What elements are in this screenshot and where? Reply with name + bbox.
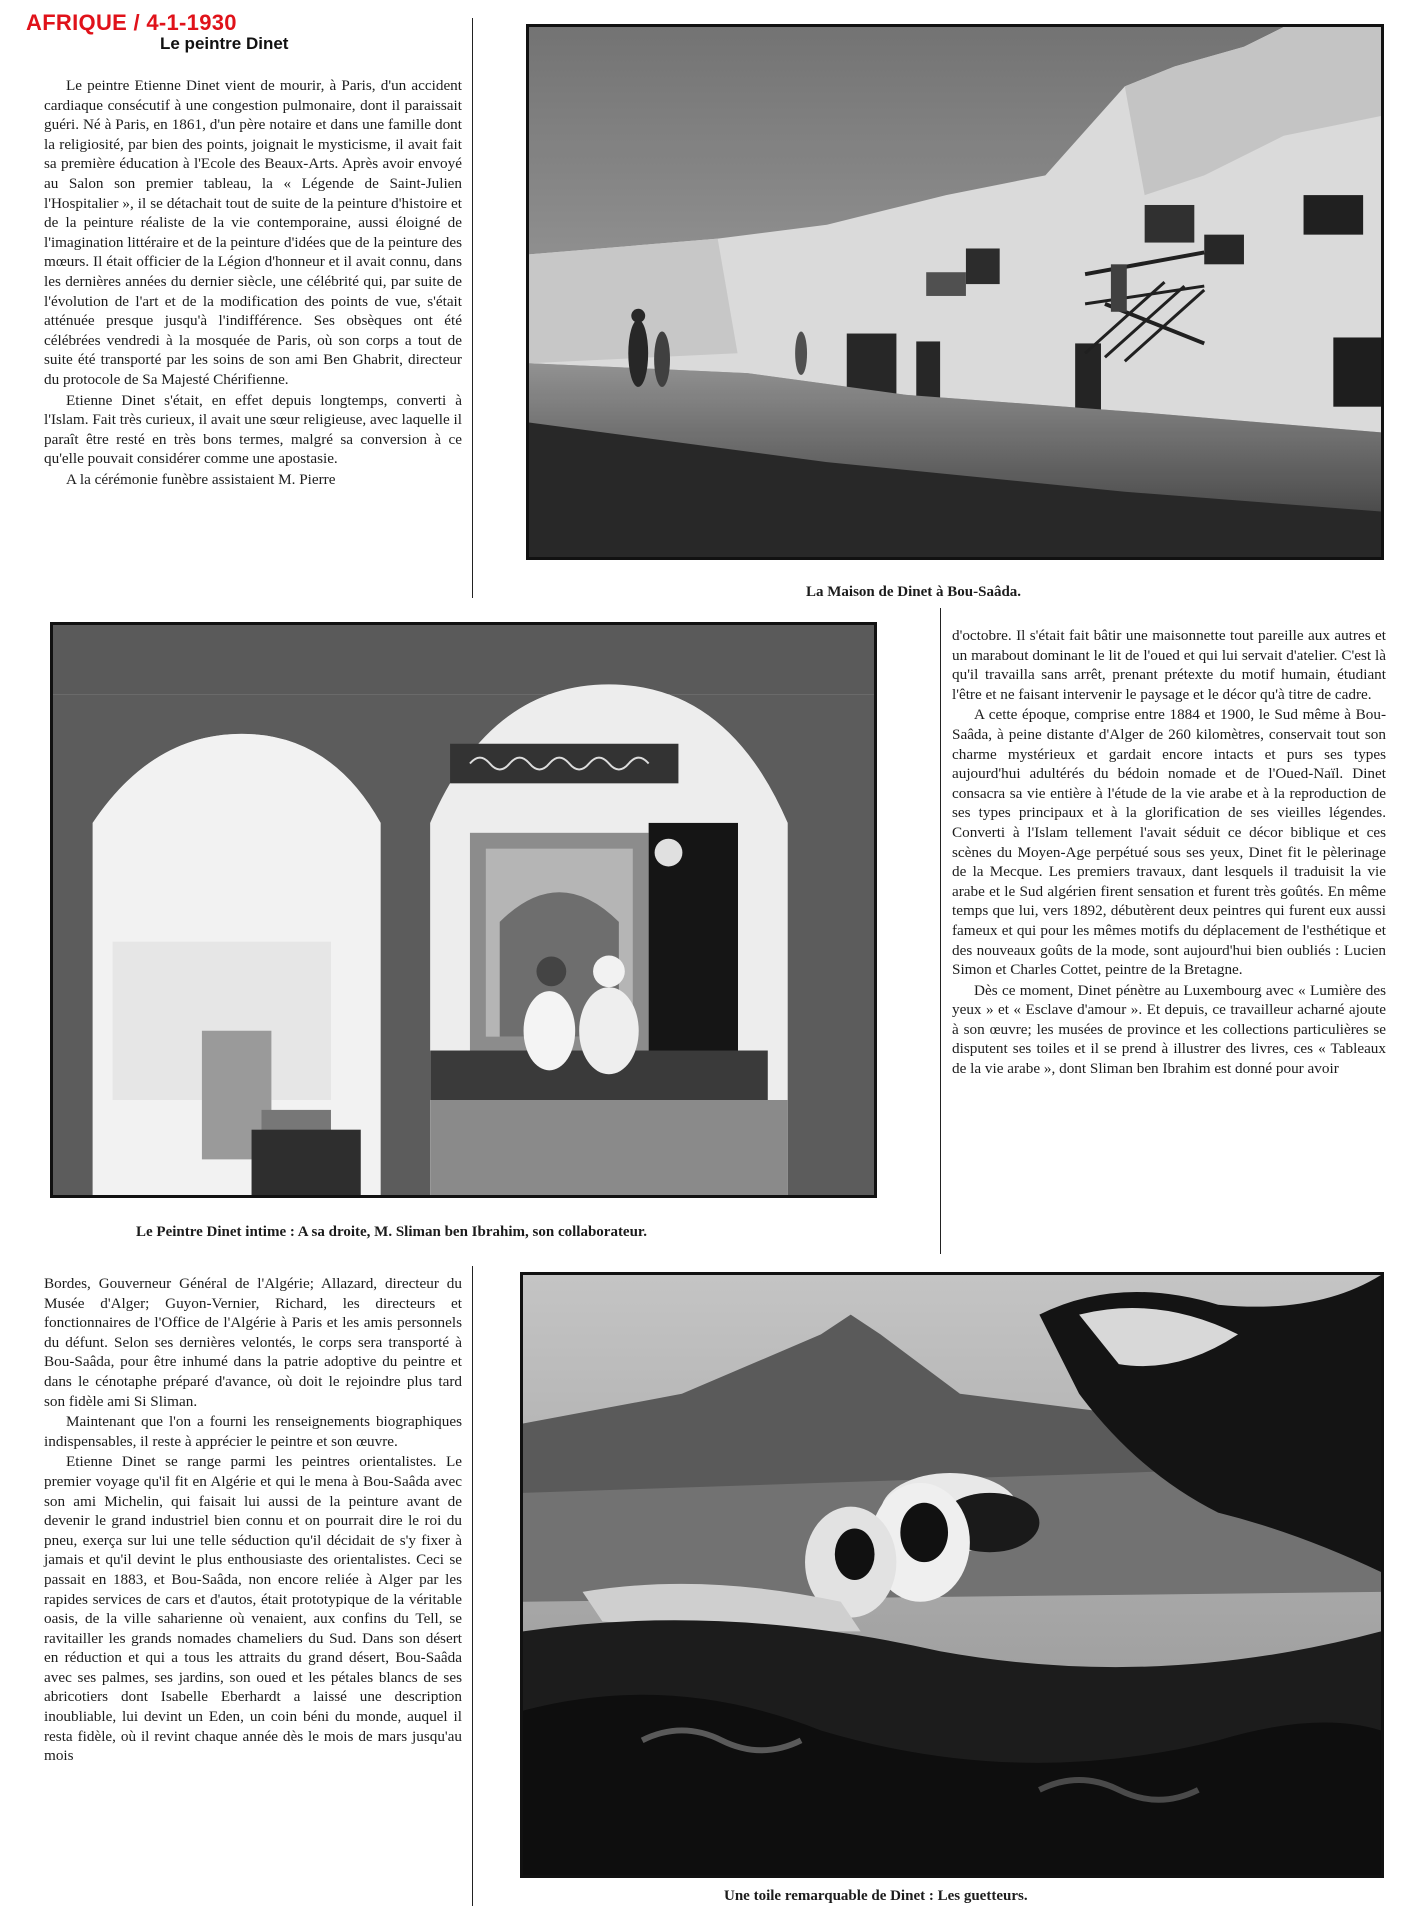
painting-illustration <box>523 1275 1381 1875</box>
column-divider <box>472 1266 473 1906</box>
house-photo-illustration <box>529 27 1381 557</box>
paragraph: Le peintre Etienne Dinet vient de mourir, à Paris, d'un accident cardiaque consécutif à une congestion pulmonaire, dont il paraissait guéri. Né à Paris, en 1861, d'un père notaire et dans une famille dont la religiosité, par bien des points, joignait le mysticisme, il avait fait sa première éducation à l'Ecole des Beaux-Arts. Après avoir envoyé au Salon son premier tableau, la « Légende de Saint-Julien l'Hospitalier », il se détachait tout de suite de la peinture d'histoire et de la peinture réaliste de la vie contemporaine, aussi éloigné de l'imagination littéraire et de la peinture d'idées que de la peinture des mœurs. Il était officier de la Légion d'honneur et il avait connu, dans les dernières années du dernier siècle, une célébrité qui, par suite de l'évolution de l'art et de la modification des points de vue, s'était atténuée presque jusqu'à l'indifférence. Ses obsèques ont été célébrées vendredi à la mosquée de Paris, où son corps a tout de suite été transporté par les soins de son ami Ben Ghabrit, directeur du protocole de Sa Majesté Chérifienne. <box>44 77 462 388</box>
photo-painting-guetteurs <box>520 1272 1384 1878</box>
paragraph: A la cérémonie funèbre assistaient M. Pierre <box>66 470 336 488</box>
article-column-c <box>44 1274 462 1766</box>
paragraph: d'octobre. Il s'était fait bâtir une maisonnette tout pareille aux autres et un marabout dominant le lit de l'oued et qui lui servait d'atelier. C'est là qu'il travailla sans arrêt, prenant prétexte du motif humain, étudiant l'être et ne faisant intervenir le paysage et le décor qu'à titre de cadre. <box>952 627 1386 703</box>
paragraph: Maintenant que l'on a fourni les renseignements biographiques indispensables, il reste à apprécier le peintre et son œuvre. <box>44 1413 462 1450</box>
photo-dinet-intimate <box>50 622 877 1198</box>
caption-house: La Maison de Dinet à Bou-Saâda. <box>806 584 1022 600</box>
column-divider <box>472 18 473 598</box>
paragraph: Dès ce moment, Dinet pénètre au Luxembourg avec « Lumière des yeux » et « Esclave d'amour ». Et depuis, ce travailleur acharné ajoute à son œuvre; les musées de province et les collections particulières se disputent ses toiles et il se prend à illustrer des livres, ces « Tableaux de la vie arabe », dont Sliman ben Ibrahim est donné pour avoir <box>952 981 1386 1078</box>
photo-house-bou-saada <box>526 24 1384 560</box>
article-column-b <box>952 626 1386 1079</box>
paragraph: Etienne Dinet se range parmi les peintres orientalistes. Le premier voyage qu'il fit en Algérie et qui le mena à Bou-Saâda avec son ami Michelin, qui faisait lui aussi de la peinture avant de devenir le grand industriel bien connu et on pourrait dire le roi du pneu, exerça sur lui une telle séduction qu'il décidait de s'y fixer à jamais et qu'il devint le plus enthousiaste des orientalistes. Ceci se passait en 1883, et Bou-Saâda, non encore reliée à Alger par les rapides services de cars et d'autos, était prototypique de la véritable oasis, de la ville saharienne où venaient, aux confins du Tell, se ravitailler les grands nomades chameliers du Sud. Dans son désert en réduction et qui a tous les attraits du grand désert, Bou-Saâda avec ses palmes, ses jardins, son oued et les pétales blancs de ses abricotiers dont Isabelle Eberhardt a laissé une description inoubliable, lui devint un Eden, un coin béni du monde, auquel il resta fidèle, où il revint chaque année dès le mois de mars jusqu'au mois <box>44 1453 462 1765</box>
date-tag: AFRIQUE / 4-1-1930 <box>26 10 237 35</box>
paragraph: Bordes, Gouverneur Général de l'Algérie; Allazard, directeur du Musée d'Alger; Guyon-Vernier, Richard, les directeurs et fonctionnaires de l'Office de l'Algérie à Paris et les amis personnels du défunt. Selon ses dernières velontés, le corps sera transporté à Bou-Saâda, pour être inhumé dans la patrie adoptive du peintre et dans le cénotaphe préparé d'avance, où doit le rejoindre plus tard son fidèle ami Si Sliman. <box>44 1275 462 1410</box>
article-column-a <box>44 76 462 489</box>
column-divider <box>940 608 941 1254</box>
intimate-photo-illustration <box>53 625 874 1195</box>
caption-intimate: Le Peintre Dinet intime : A sa droite, M. Sliman ben Ibrahim, son collaborateur. <box>136 1224 647 1240</box>
paragraph: A cette époque, comprise entre 1884 et 1900, le Sud même à Bou-Saâda, à peine distante d'Alger de 260 kilomètres, conservait tout son charme mystérieux et gardait encore intacts et purs ses types aujourd'hui adultérés du bédoin nomade et de l'Oued-Naïl. Dinet consacra sa vie entière à l'étude de la vie arabe et à la reproduction de ses types principaux et à la glorification de ses vieilles légendes. Converti à l'Islam tellement l'avait séduit ce décor biblique et ces scènes du Moyen-Age perpétué sous ses yeux, Dinet fit le pèlerinage de la Mecque. Les premiers travaux, dant lesquels il traduisit la vie arabe et le Sud algérien firent sensation et furent très goûtés. En même temps que lui, vers 1892, débutèrent deux peintres qui furent eux aussi fameux et qui pour les mêmes motifs du déplacement de l'esthétique et des nouveaux goûts de la mode, sont aujourd'hui bien oubliés : Lucien Simon et Charles Cottet, peintre de la Bretagne. <box>952 706 1386 979</box>
caption-painting: Une toile remarquable de Dinet : Les guetteurs. <box>724 1888 1028 1904</box>
article-title: Le peintre Dinet <box>160 34 289 53</box>
paragraph: Etienne Dinet s'était, en effet depuis longtemps, converti à l'Islam. Fait très curieux, il avait une sœur religieuse, avec laquelle il paraît être resté en très bons termes, malgré sa conversion à ce qu'elle pouvait considérer comme une apostasie. <box>44 391 462 468</box>
